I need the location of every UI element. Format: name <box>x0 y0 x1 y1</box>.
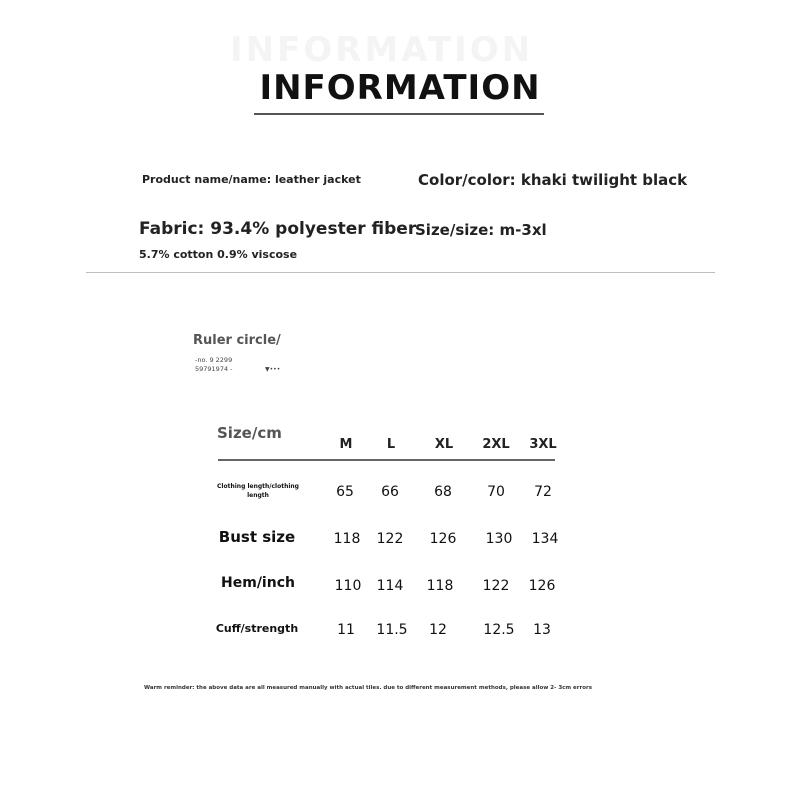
section-divider <box>86 272 715 273</box>
table-cell: 118 <box>426 578 454 594</box>
row-label-bust-size: Bust size <box>218 528 296 546</box>
table-cell: 65 <box>336 484 354 500</box>
ruler-mark: ▼••• <box>265 366 281 373</box>
product-color: Color/color: khaki twilight black <box>418 171 688 189</box>
column-header-m: M <box>339 437 353 452</box>
warm-reminder-note: Warm reminder: the above data are all measured manually with actual tiles. due to different measurement methods, please allow 2- 3cm errors <box>144 685 592 691</box>
table-cell: 13 <box>533 622 551 638</box>
table-cell: 130 <box>485 531 513 547</box>
table-cell: 134 <box>531 531 559 547</box>
table-cell: 126 <box>429 531 457 547</box>
watermark-title: INFORMATION <box>230 30 534 70</box>
product-fabric: Fabric: 93.4% polyester fiber <box>139 219 417 239</box>
ruler-code: 59791974 - <box>195 365 233 373</box>
ruler-title: Ruler circle/ <box>193 333 281 348</box>
table-cell: 70 <box>487 484 505 500</box>
column-header-3xl: 3XL <box>529 437 557 452</box>
table-cell: 12 <box>429 622 447 638</box>
table-cell: 118 <box>333 531 361 547</box>
column-header-2xl: 2XL <box>482 437 510 452</box>
row-label-hem: Hem/inch <box>221 575 295 591</box>
table-header-rule <box>218 459 555 461</box>
table-cell: 122 <box>482 578 510 594</box>
table-cell: 72 <box>534 484 552 500</box>
product-size: Size/size: m-3xl <box>415 221 547 239</box>
table-cell: 11 <box>337 622 355 638</box>
table-cell: 12.5 <box>483 622 515 638</box>
table-cell: 66 <box>381 484 399 500</box>
column-header-l: L <box>386 437 396 452</box>
row-label-clothing-length: Clothing length/clothing length <box>217 483 299 499</box>
table-cell: 68 <box>434 484 452 500</box>
title-underline <box>254 113 544 115</box>
table-cell: 11.5 <box>376 622 408 638</box>
column-header-xl: XL <box>434 437 454 452</box>
product-name: Product name/name: leather jacket <box>142 173 361 186</box>
table-cell: 114 <box>376 578 404 594</box>
page-title: INFORMATION <box>259 68 541 108</box>
product-fabric-extra: 5.7% cotton 0.9% viscose <box>139 248 298 261</box>
row-label-cuff: Cuff/strength <box>215 622 299 635</box>
table-cell: 122 <box>376 531 404 547</box>
table-cell: 126 <box>528 578 556 594</box>
table-cell: 110 <box>334 578 362 594</box>
size-table-header: Size/cm <box>217 424 282 442</box>
ruler-number: -no. 9 2299 <box>195 356 233 364</box>
